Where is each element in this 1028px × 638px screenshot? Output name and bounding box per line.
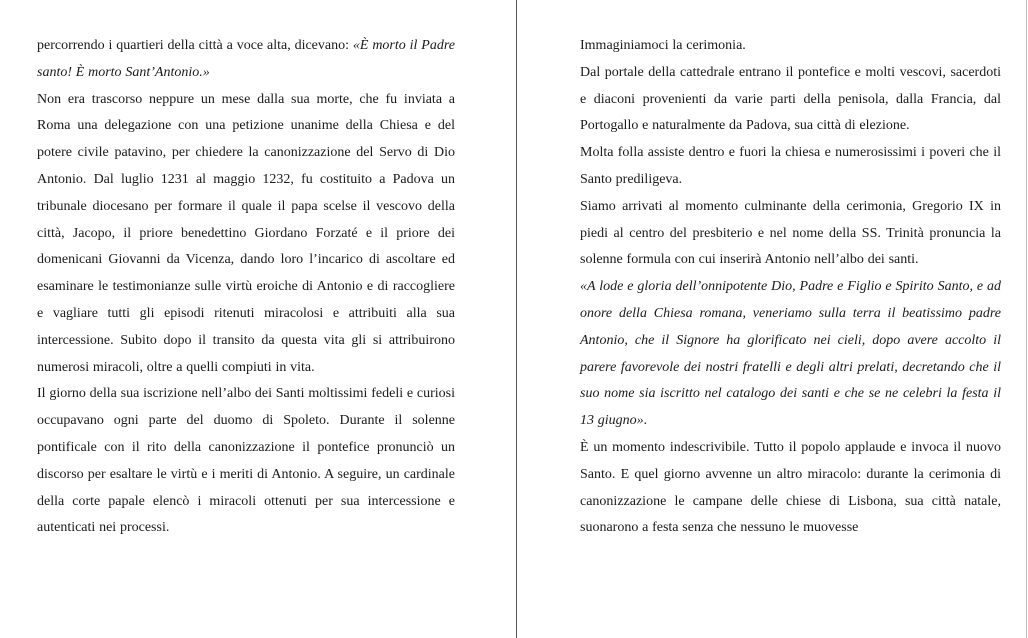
quote-italic-run: «A lode e gloria dell’onnipotente Dio, Padre e Figlio e Spirito Santo, e ad onore della Chiesa romana, veneriamo sulla terra il beatissimo padre Antonio, che il Signore ha glorificato nei cieli, dopo avere accolto il parere favorevole dei nostri fratelli e degli altri prelati, decretando che il suo nome sia iscritto nel catalogo dei santi e che se ne celebri la festa il 13 giugno»	[580, 279, 1001, 429]
text-run: Molta folla assiste dentro e fuori la chiesa e numerosissimi i poveri che il Santo prediligeva.	[580, 145, 1001, 187]
paragraph	[37, 33, 455, 87]
paragraph	[580, 194, 1001, 274]
text-run: .	[643, 413, 648, 429]
paragraph	[580, 274, 1001, 435]
text-run: Il giorno della sua iscrizione nell’albo dei Santi moltissimi fedeli e curiosi occupavano ogni parte del duomo di Spoleto. Durante il solenne pontificale con il rito della canonizzazione il pontefice pronunciò un discorso per esaltare le virtù e i meriti di Antonio. A seguire, un cardinale della corte papale elencò i miracoli ottenuti per sua intercessione e autenticati nei processi.	[37, 386, 455, 536]
text-run: Immaginiamoci la cerimonia.	[580, 38, 746, 53]
paragraph	[580, 33, 1001, 60]
page-edge-line	[1026, 0, 1027, 638]
paragraph	[580, 60, 1001, 140]
page-right	[517, 0, 1028, 638]
text-run: Dal portale della cattedrale entrano il pontefice e molti vescovi, sacerdoti e diaconi provenienti da varie parti della penisola, dalla Francia, dal Portogallo e naturalmente da Padova, sua città di elezione.	[580, 64, 1001, 134]
text-run: Siamo arrivati al momento culminante della cerimonia, Gregorio IX in piedi al centro del presbiterio e nel nome della SS. Trinità pronuncia la solenne formula con cui inserirà Antonio nell’albo dei santi.	[580, 198, 1001, 268]
paragraph	[37, 381, 455, 542]
paragraph	[580, 140, 1001, 194]
text-run: percorrendo i quartieri della città a voce alta, dicevano:	[37, 38, 353, 53]
paragraph	[580, 435, 1001, 542]
paragraph	[37, 87, 455, 382]
text-run: Non era trascorso neppure un mese dalla sua morte, che fu inviata a Roma una delegazione con una petizione unanime della Chiesa e del potere civile patavino, per chiedere la canonizzazione del Servo di Dio Antonio. Dal luglio 1231 al maggio 1232, fu costituito a Padova un tribunale diocesano per formare il quale il papa scelse il vescovo della città, Jacopo, il priore benedettino Giordano Forzaté e il priore dei domenicani Giovanni da Vicenza, dando loro l’incarico di ascoltare ed esaminare le testimonianze sulle virtù eroiche di Antonio e di raccogliere e vagliare tutti gli episodi ritenuti miracolosi e attribuiti alla sua intercessione. Subito dopo il transito da questa vita gli si attribuirono numerosi miracoli, oltre a quelli compiuti in vita.	[37, 91, 455, 375]
quote-italic-run: «È morto il Padre santo! È morto Sant’Antonio.»	[37, 38, 455, 80]
text-run: È un momento indescrivibile. Tutto il popolo applaude e invoca il nuovo Santo. E quel giorno avvenne un altro miracolo: durante la cerimonia di canonizzazione le campane delle chiese di Lisbona, sua città natale, suonarono a festa senza che nessuno le muovesse	[580, 439, 1001, 536]
